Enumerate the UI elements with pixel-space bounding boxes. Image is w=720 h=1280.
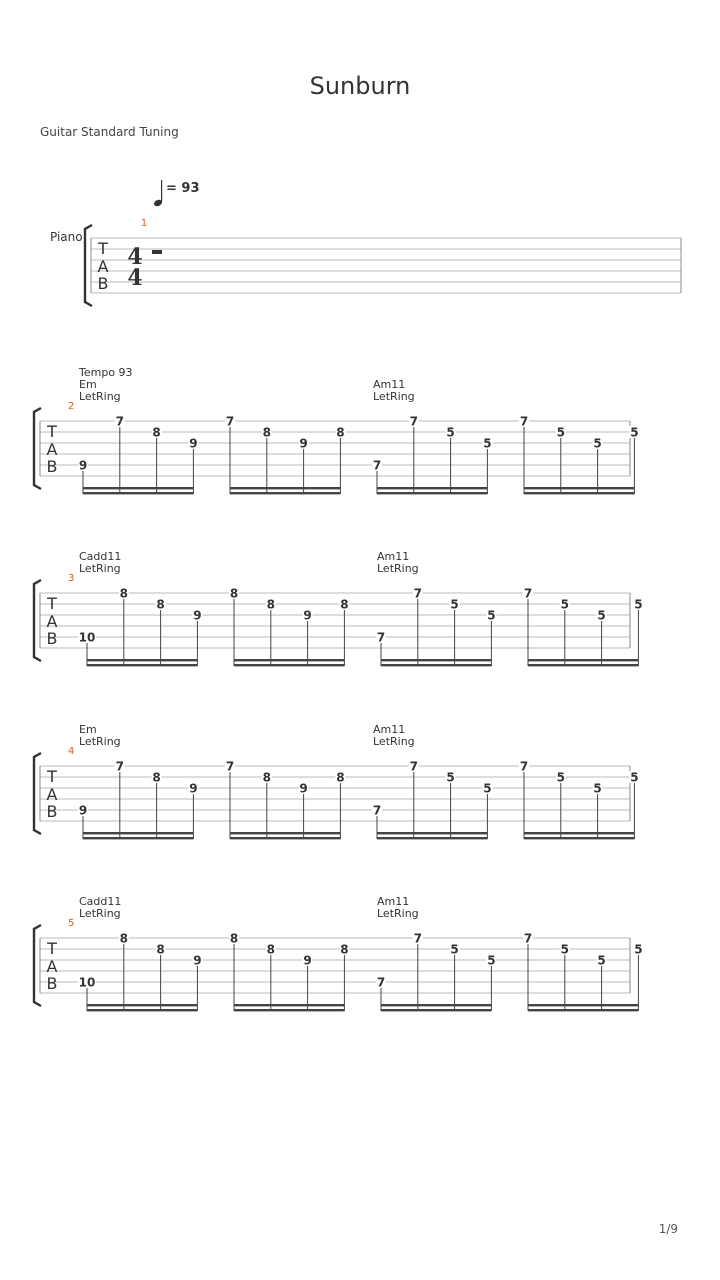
fret-number: 5 bbox=[593, 781, 602, 796]
fret-number: 5 bbox=[450, 942, 459, 957]
fret-number: 5 bbox=[630, 425, 639, 440]
fret-number: 8 bbox=[266, 597, 275, 612]
tab-clef-t: T bbox=[98, 239, 108, 258]
annotation-line: Em bbox=[79, 723, 97, 736]
beam-primary bbox=[381, 1009, 491, 1011]
fret-number: 9 bbox=[189, 436, 198, 451]
fret-number: 8 bbox=[152, 770, 161, 785]
annotation-line: LetRing bbox=[79, 907, 121, 920]
annotation-line: Em bbox=[79, 378, 97, 391]
fret-number: 5 bbox=[483, 436, 492, 451]
tab-clef-b: B bbox=[46, 802, 58, 821]
fret-number: 9 bbox=[193, 953, 202, 968]
annotation-line: Am11 bbox=[373, 723, 406, 736]
fret-number: 5 bbox=[593, 436, 602, 451]
beam-primary bbox=[381, 664, 491, 666]
fret-number: 5 bbox=[556, 425, 565, 440]
tab-clef-b: B bbox=[46, 457, 58, 476]
tab-clef-a: A bbox=[97, 257, 109, 276]
beam-primary bbox=[83, 492, 193, 494]
time-signature-bottom: 4 bbox=[127, 265, 143, 291]
beam-secondary bbox=[83, 487, 193, 489]
beam-secondary bbox=[528, 1004, 638, 1006]
tab-clef-t: T bbox=[47, 422, 57, 441]
tuning-label: Guitar Standard Tuning bbox=[40, 125, 179, 139]
fret-number: 7 bbox=[376, 975, 386, 990]
tab-clef-t: T bbox=[47, 594, 57, 613]
beam-primary bbox=[524, 837, 634, 839]
fret-number: 8 bbox=[229, 586, 239, 601]
annotation-line: LetRing bbox=[377, 907, 419, 920]
measure-number: 2 bbox=[68, 401, 75, 412]
fret-number: 8 bbox=[119, 586, 128, 601]
beam-primary bbox=[234, 1009, 344, 1011]
fret-number: 7 bbox=[225, 414, 235, 429]
beam-secondary bbox=[83, 832, 193, 834]
beam-primary bbox=[87, 664, 197, 666]
beam-primary bbox=[87, 1009, 197, 1011]
fret-number: 8 bbox=[152, 425, 161, 440]
fret-number: 5 bbox=[446, 770, 455, 785]
fret-number: 7 bbox=[115, 759, 124, 774]
beam-secondary bbox=[87, 1004, 197, 1006]
annotation-line: Am11 bbox=[373, 378, 406, 391]
fret-number: 8 bbox=[262, 425, 271, 440]
beam-primary bbox=[528, 1009, 638, 1011]
beam-secondary bbox=[230, 487, 340, 489]
fret-number: 10 bbox=[78, 975, 96, 990]
fret-number: 8 bbox=[262, 770, 271, 785]
fret-number: 5 bbox=[487, 608, 496, 623]
fret-number: 9 bbox=[299, 781, 308, 796]
annotation-line: LetRing bbox=[377, 562, 419, 575]
fret-number: 8 bbox=[336, 425, 345, 440]
fret-number: 10 bbox=[78, 630, 96, 645]
fret-number: 5 bbox=[597, 953, 606, 968]
beam-secondary bbox=[524, 832, 634, 834]
fret-number: 9 bbox=[193, 608, 202, 623]
fret-number: 8 bbox=[119, 931, 128, 946]
fret-number: 9 bbox=[303, 953, 312, 968]
fret-number: 7 bbox=[372, 458, 382, 473]
annotation-line: Cadd11 bbox=[79, 550, 122, 563]
annotation-line: LetRing bbox=[373, 390, 415, 403]
page-number: 1/9 bbox=[658, 1222, 678, 1236]
annotation-line: Cadd11 bbox=[79, 895, 122, 908]
fret-number: 8 bbox=[156, 942, 165, 957]
beam-primary bbox=[230, 837, 340, 839]
measure-number: 5 bbox=[68, 918, 75, 929]
beam-secondary bbox=[524, 487, 634, 489]
measure-number: 3 bbox=[68, 573, 75, 584]
beam-primary bbox=[230, 492, 340, 494]
annotation-line: LetRing bbox=[373, 735, 415, 748]
fret-number: 5 bbox=[556, 770, 565, 785]
annotation-line: Am11 bbox=[377, 550, 410, 563]
fret-number: 8 bbox=[340, 942, 349, 957]
fret-number: 8 bbox=[156, 597, 165, 612]
annotation-line: Tempo 93 bbox=[79, 366, 133, 379]
fret-number: 5 bbox=[450, 597, 459, 612]
fret-number: 7 bbox=[115, 414, 124, 429]
tab-clef-a: A bbox=[46, 785, 58, 804]
fret-number: 5 bbox=[483, 781, 492, 796]
fret-number: 9 bbox=[78, 803, 88, 818]
fret-number: 7 bbox=[409, 759, 418, 774]
tab-clef-t: T bbox=[47, 767, 57, 786]
beam-secondary bbox=[87, 659, 197, 661]
tab-clef-b: B bbox=[46, 974, 58, 993]
beam-secondary bbox=[377, 832, 487, 834]
annotation-line: LetRing bbox=[79, 562, 121, 575]
beam-secondary bbox=[528, 659, 638, 661]
beam-primary bbox=[377, 837, 487, 839]
beam-secondary bbox=[381, 1004, 491, 1006]
fret-number: 9 bbox=[189, 781, 198, 796]
measure-number: 4 bbox=[68, 746, 75, 757]
fret-number: 7 bbox=[519, 414, 529, 429]
annotation-line: Am11 bbox=[377, 895, 410, 908]
fret-number: 7 bbox=[225, 759, 235, 774]
fret-number: 7 bbox=[413, 586, 422, 601]
fret-number: 5 bbox=[560, 597, 569, 612]
beam-secondary bbox=[381, 659, 491, 661]
annotation-line: LetRing bbox=[79, 390, 121, 403]
fret-number: 8 bbox=[266, 942, 275, 957]
fret-number: 7 bbox=[376, 630, 386, 645]
fret-number: 5 bbox=[634, 597, 643, 612]
beam-primary bbox=[83, 837, 193, 839]
beam-primary bbox=[234, 664, 344, 666]
beam-primary bbox=[528, 664, 638, 666]
fret-number: 7 bbox=[523, 586, 533, 601]
fret-number: 9 bbox=[303, 608, 312, 623]
fret-number: 7 bbox=[372, 803, 382, 818]
beam-primary bbox=[377, 492, 487, 494]
beam-secondary bbox=[234, 659, 344, 661]
annotation-line: LetRing bbox=[79, 735, 121, 748]
time-signature-top: 4 bbox=[127, 244, 143, 270]
fret-number: 9 bbox=[299, 436, 308, 451]
tab-clef-b: B bbox=[97, 274, 109, 293]
instrument-name: Piano bbox=[50, 230, 83, 244]
fret-number: 7 bbox=[523, 931, 533, 946]
measure-number: 1 bbox=[140, 218, 148, 229]
tab-clef-a: A bbox=[46, 957, 58, 976]
fret-number: 7 bbox=[413, 931, 422, 946]
tab-clef-a: A bbox=[46, 440, 58, 459]
tab-clef-a: A bbox=[46, 612, 58, 631]
beam-secondary bbox=[230, 832, 340, 834]
fret-number: 8 bbox=[340, 597, 349, 612]
half-rest-icon bbox=[152, 250, 162, 254]
beam-primary bbox=[524, 492, 634, 494]
fret-number: 5 bbox=[634, 942, 643, 957]
tab-clef-b: B bbox=[46, 629, 58, 648]
beam-secondary bbox=[234, 1004, 344, 1006]
fret-number: 7 bbox=[519, 759, 529, 774]
fret-number: 7 bbox=[409, 414, 418, 429]
fret-number: 8 bbox=[229, 931, 239, 946]
fret-number: 5 bbox=[446, 425, 455, 440]
fret-number: 5 bbox=[597, 608, 606, 623]
fret-number: 5 bbox=[487, 953, 496, 968]
song-title: Sunburn bbox=[309, 72, 411, 100]
beam-secondary bbox=[377, 487, 487, 489]
tempo-value: = 93 bbox=[166, 181, 200, 196]
fret-number: 5 bbox=[630, 770, 639, 785]
fret-number: 8 bbox=[336, 770, 345, 785]
fret-number: 9 bbox=[78, 458, 88, 473]
fret-number: 5 bbox=[560, 942, 569, 957]
tab-clef-t: T bbox=[47, 939, 57, 958]
